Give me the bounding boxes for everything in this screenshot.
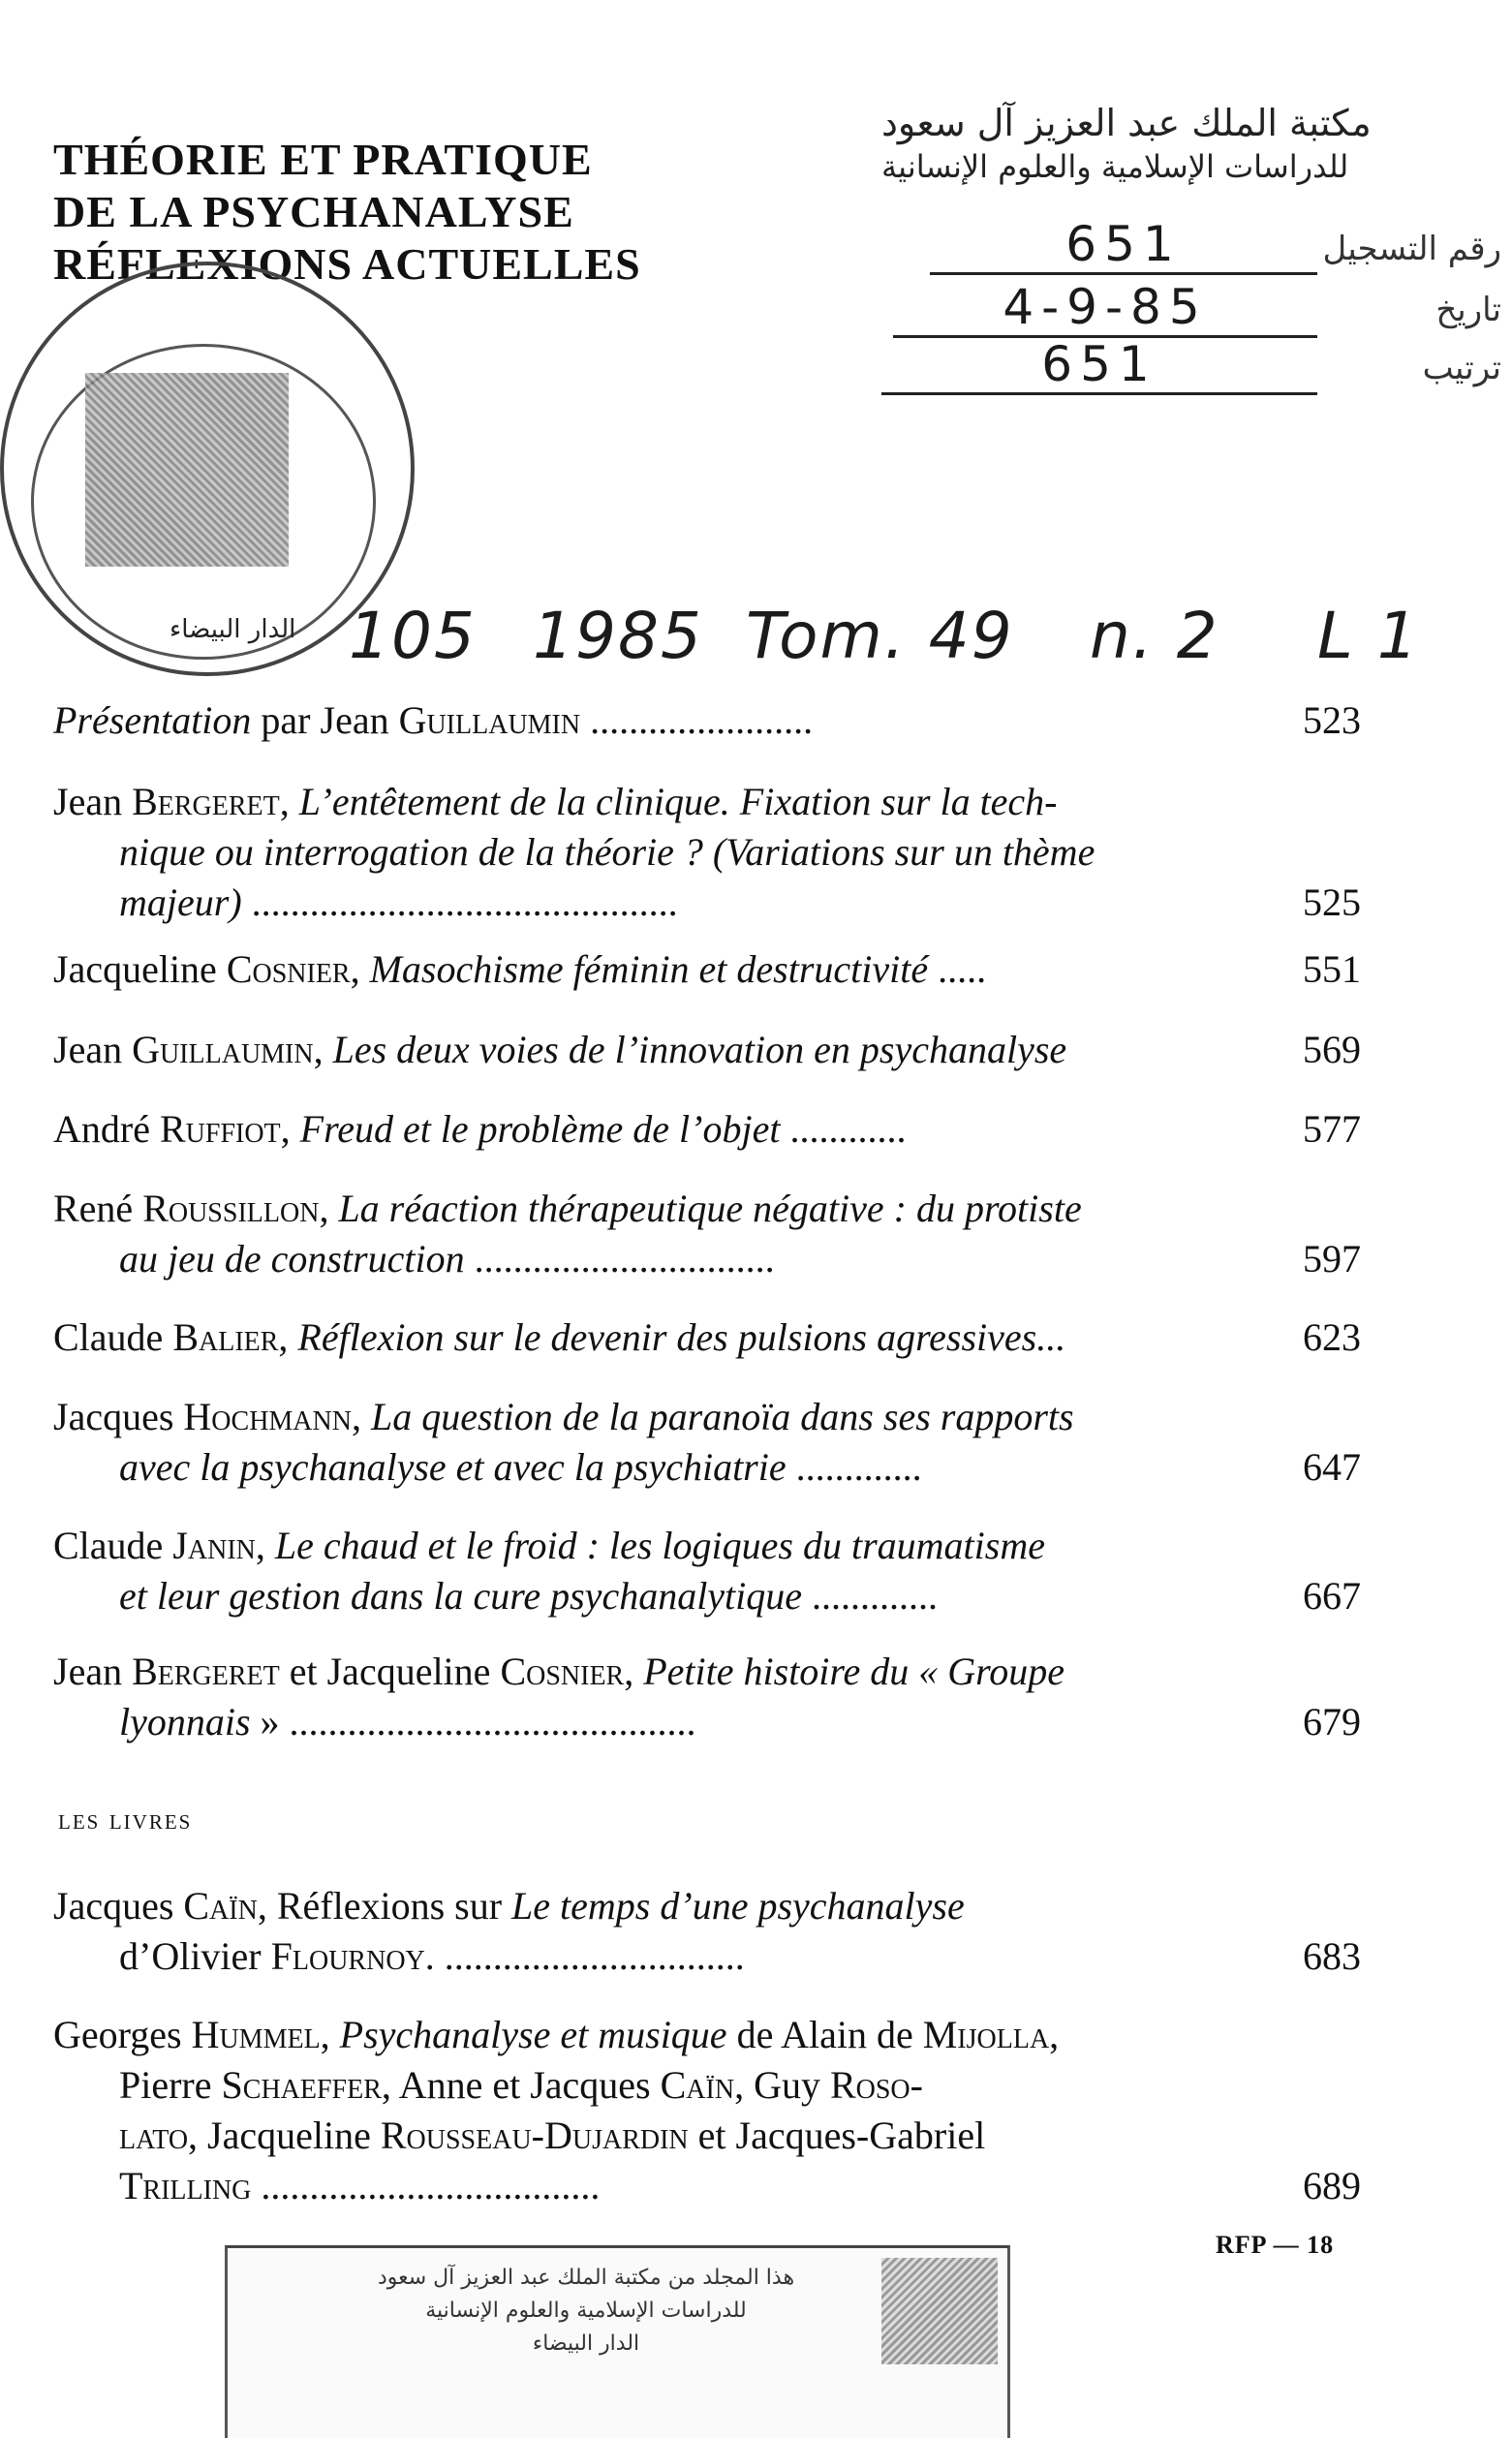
library-seal-text: الدار البيضاء — [170, 615, 296, 644]
entry-text: Jacqueline — [53, 947, 227, 991]
entry-text: , — [278, 1315, 298, 1359]
author-surname: Hummel — [191, 2013, 321, 2056]
page-number: 577 — [1303, 1107, 1361, 1151]
author-surname: lato — [119, 2114, 189, 2157]
leader-dots: ............ — [780, 1107, 907, 1151]
author-surname: Ruffiot — [159, 1107, 281, 1151]
toc-entry — [53, 1647, 1361, 1747]
entry-text: , — [624, 1650, 644, 1693]
page-number: 667 — [1303, 1574, 1361, 1618]
entry-text: , — [1049, 2013, 1060, 2056]
entry-text: de Alain de — [726, 2013, 923, 2056]
toc-entry-line — [53, 1881, 1361, 1931]
page-number: 679 — [1303, 1700, 1361, 1744]
page-number: 623 — [1303, 1315, 1361, 1359]
toc-entry-line — [53, 2010, 1361, 2060]
toc-entry-line — [53, 1442, 1361, 1493]
toc-entry — [53, 2010, 1361, 2211]
entry-text: , — [350, 947, 370, 991]
entry-text: , Anne et Jacques — [381, 2063, 661, 2107]
section-heading-books: les livres — [58, 1804, 193, 1836]
article-title-text: avec la psychanalyse et avec la psychiatrie — [119, 1445, 787, 1489]
leader-dots: ............. — [802, 1574, 939, 1618]
entry-text: , — [255, 1524, 275, 1567]
toc-entry — [53, 944, 1361, 995]
toc-entry — [53, 1521, 1361, 1621]
handwritten-year: 1985 — [533, 599, 703, 673]
entry-text: Jean — [53, 1028, 133, 1071]
article-title-text: et leur gestion dans la cure psychanalytique — [119, 1574, 803, 1618]
author-surname: Trilling — [119, 2164, 252, 2207]
article-title-text: Petite histoire du « Groupe — [643, 1650, 1065, 1693]
toc-entry-line — [53, 1392, 1361, 1442]
leader-dots: ............................................ — [241, 880, 678, 924]
toc-entry-line — [53, 1104, 1361, 1155]
bottom-stamp-emblem — [881, 2258, 998, 2364]
toc-entry-line — [53, 2060, 1361, 2111]
toc-entry-line — [53, 2161, 1361, 2211]
article-title-text: lyonnais — [119, 1700, 251, 1744]
entry-text: et Jacqueline — [279, 1650, 501, 1693]
leader-dots: » .......................................... — [250, 1700, 696, 1744]
entry-text: Georges — [53, 2013, 192, 2056]
toc-entry-line — [53, 1025, 1361, 1075]
author-surname: Roussillon — [142, 1187, 320, 1230]
bottom-stamp-text — [305, 2262, 867, 2361]
entry-text: Jean — [53, 780, 133, 823]
entry-text: et Jacques-Gabriel — [688, 2114, 986, 2157]
toc-entry — [53, 1881, 1361, 1982]
toc-entry-line — [53, 2111, 1361, 2161]
title-line-2: DE LA PSYCHANALYSE — [53, 187, 574, 236]
article-title-text: au jeu de construction — [119, 1237, 465, 1281]
handwritten-volume-id: 105 — [349, 599, 477, 673]
toc-entry — [53, 1104, 1361, 1155]
toc-entry-line — [53, 1234, 1361, 1284]
entry-text: , — [280, 1107, 300, 1151]
author-surname: Flournoy — [270, 1934, 425, 1978]
bottom-stamp-line-3: الدار البيضاء — [532, 2331, 640, 2356]
stamp-order-label: ترتيب — [1422, 349, 1501, 387]
stamp-order-number: 651 — [881, 336, 1317, 395]
stamp-registration-label: رقم التسجيل — [1322, 230, 1501, 268]
author-surname: Janin — [172, 1524, 256, 1567]
page-number: 689 — [1303, 2164, 1361, 2207]
stamp-line-2: للدراسات الإسلامية والعلوم الإنسانية — [881, 148, 1349, 185]
article-title-text: majeur) — [119, 880, 242, 924]
toc-entry-line — [53, 1521, 1361, 1571]
entry-text: Pierre — [119, 2063, 222, 2107]
stamp-date-label: تاريخ — [1435, 291, 1501, 329]
article-title-text: nique ou interrogation de la théorie ? (Variations sur un thème — [119, 830, 1095, 874]
article-title-text: Présentation — [53, 698, 252, 742]
signature-mark: RFP — 18 — [1216, 2231, 1335, 2259]
entry-text: , Jacqueline — [188, 2114, 381, 2157]
journal-title — [53, 134, 641, 291]
author-surname: Guillaumin — [398, 698, 581, 742]
article-title-text: Réflexion sur le devenir des pulsions agressives... — [297, 1315, 1066, 1359]
title-line-1: THÉORIE ET PRATIQUE — [53, 135, 593, 184]
leader-dots: ................................... — [251, 2164, 601, 2207]
entry-text: Claude — [53, 1315, 173, 1359]
bottom-library-stamp — [225, 2245, 1010, 2438]
toc-entry-line — [53, 1697, 1361, 1747]
handwritten-tome: Tom. 49 — [746, 599, 1014, 673]
author-surname: Caïn — [183, 1884, 258, 1928]
article-title-text: Le temps d’une psychanalyse — [511, 1884, 965, 1928]
article-title-text: La question de la paranoïa dans ses rapports — [370, 1395, 1074, 1438]
entry-text: d’Olivier — [119, 1934, 271, 1978]
bottom-stamp-line-2: للدراسات الإسلامية والعلوم الإنسانية — [425, 2299, 747, 2323]
author-surname: Cosnier — [226, 947, 351, 991]
article-title-text: La réaction thérapeutique négative : du protiste — [338, 1187, 1082, 1230]
entry-text: , Guy — [734, 2063, 830, 2107]
toc-entry-line — [53, 944, 1361, 995]
title-line-3: RÉFLEXIONS ACTUELLES — [53, 239, 641, 289]
library-registration-stamp — [881, 102, 1501, 479]
entry-text: , — [319, 1187, 339, 1230]
toc-entry-line — [53, 1184, 1361, 1234]
toc-entry-line — [53, 1312, 1361, 1363]
toc-entry — [53, 1312, 1361, 1363]
entry-text: , — [320, 2013, 340, 2056]
leader-dots: ............................... — [464, 1237, 775, 1281]
page-number: 525 — [1303, 880, 1361, 924]
author-surname: Caïn — [660, 2063, 735, 2107]
entry-text: René — [53, 1187, 143, 1230]
author-surname: Rousseau-Dujardin — [380, 2114, 689, 2157]
toc-entry — [53, 1184, 1361, 1284]
stamp-line-1: مكتبة الملك عبد العزيز آل سعود — [881, 102, 1372, 144]
leader-dots: ..... — [928, 947, 987, 991]
handwritten-issue: n. 2 — [1090, 599, 1219, 673]
author-surname: Schaeffer — [221, 2063, 382, 2107]
page-number: 597 — [1303, 1237, 1361, 1281]
toc-entry — [53, 1392, 1361, 1493]
bottom-stamp-line-1: هذا المجلد من مكتبة الملك عبد العزيز آل سعود — [377, 2266, 795, 2290]
page-number: 551 — [1303, 947, 1361, 991]
entry-text: , — [279, 780, 299, 823]
toc-entry — [53, 777, 1361, 928]
author-surname: Hochmann — [183, 1395, 352, 1438]
author-surname: Cosnier — [500, 1650, 625, 1693]
article-title-text: Freud et le problème de l’objet — [299, 1107, 781, 1151]
leader-dots: . ............................... — [424, 1934, 745, 1978]
author-surname: Mijolla — [922, 2013, 1050, 2056]
stamp-registration-number: 651 — [930, 216, 1317, 275]
entry-text: , — [351, 1395, 371, 1438]
author-surname: Guillaumin — [132, 1028, 314, 1071]
entry-text: , Réflexions sur — [257, 1884, 512, 1928]
page-number: 647 — [1303, 1445, 1361, 1489]
author-surname: Balier — [172, 1315, 279, 1359]
author-surname: Bergeret — [132, 1650, 280, 1693]
page-number: 683 — [1303, 1934, 1361, 1978]
toc-entry — [53, 695, 1361, 746]
entry-text: Jacques — [53, 1395, 184, 1438]
entry-text: Jean — [53, 1650, 133, 1693]
entry-text: André — [53, 1107, 160, 1151]
library-seal-emblem — [85, 373, 289, 567]
page-number: 523 — [1303, 698, 1361, 742]
entry-text: , — [313, 1028, 333, 1071]
article-title-text: Psychanalyse et musique — [339, 2013, 727, 2056]
article-title-text: Le chaud et le froid : les logiques du traumatisme — [274, 1524, 1045, 1567]
entry-text: Claude — [53, 1524, 173, 1567]
leader-dots: ............. — [786, 1445, 922, 1489]
article-title-text: Les deux voies de l’innovation en psychanalyse — [332, 1028, 1067, 1071]
handwritten-location: L 1 — [1317, 599, 1420, 673]
toc-entry-line — [53, 1931, 1361, 1982]
toc-entry-line — [53, 827, 1361, 878]
toc-entry-line — [53, 1647, 1361, 1697]
article-title-text: L’entêtement de la clinique. Fixation sur la tech- — [298, 780, 1058, 823]
author-surname: Roso- — [829, 2063, 923, 2107]
leader-dots: ....................... — [580, 698, 814, 742]
toc-entry-line — [53, 1571, 1361, 1621]
page-number: 569 — [1303, 1028, 1361, 1071]
article-title-text: Masochisme féminin et destructivité — [369, 947, 929, 991]
author-surname: Bergeret — [132, 780, 280, 823]
toc-entry-line — [53, 777, 1361, 827]
toc-entry — [53, 1025, 1361, 1075]
toc-entry-line — [53, 878, 1361, 928]
toc-entry-line — [53, 695, 1361, 746]
entry-text: par Jean — [251, 698, 399, 742]
stamp-date: 4-9-85 — [893, 279, 1317, 338]
entry-text: Jacques — [53, 1884, 184, 1928]
